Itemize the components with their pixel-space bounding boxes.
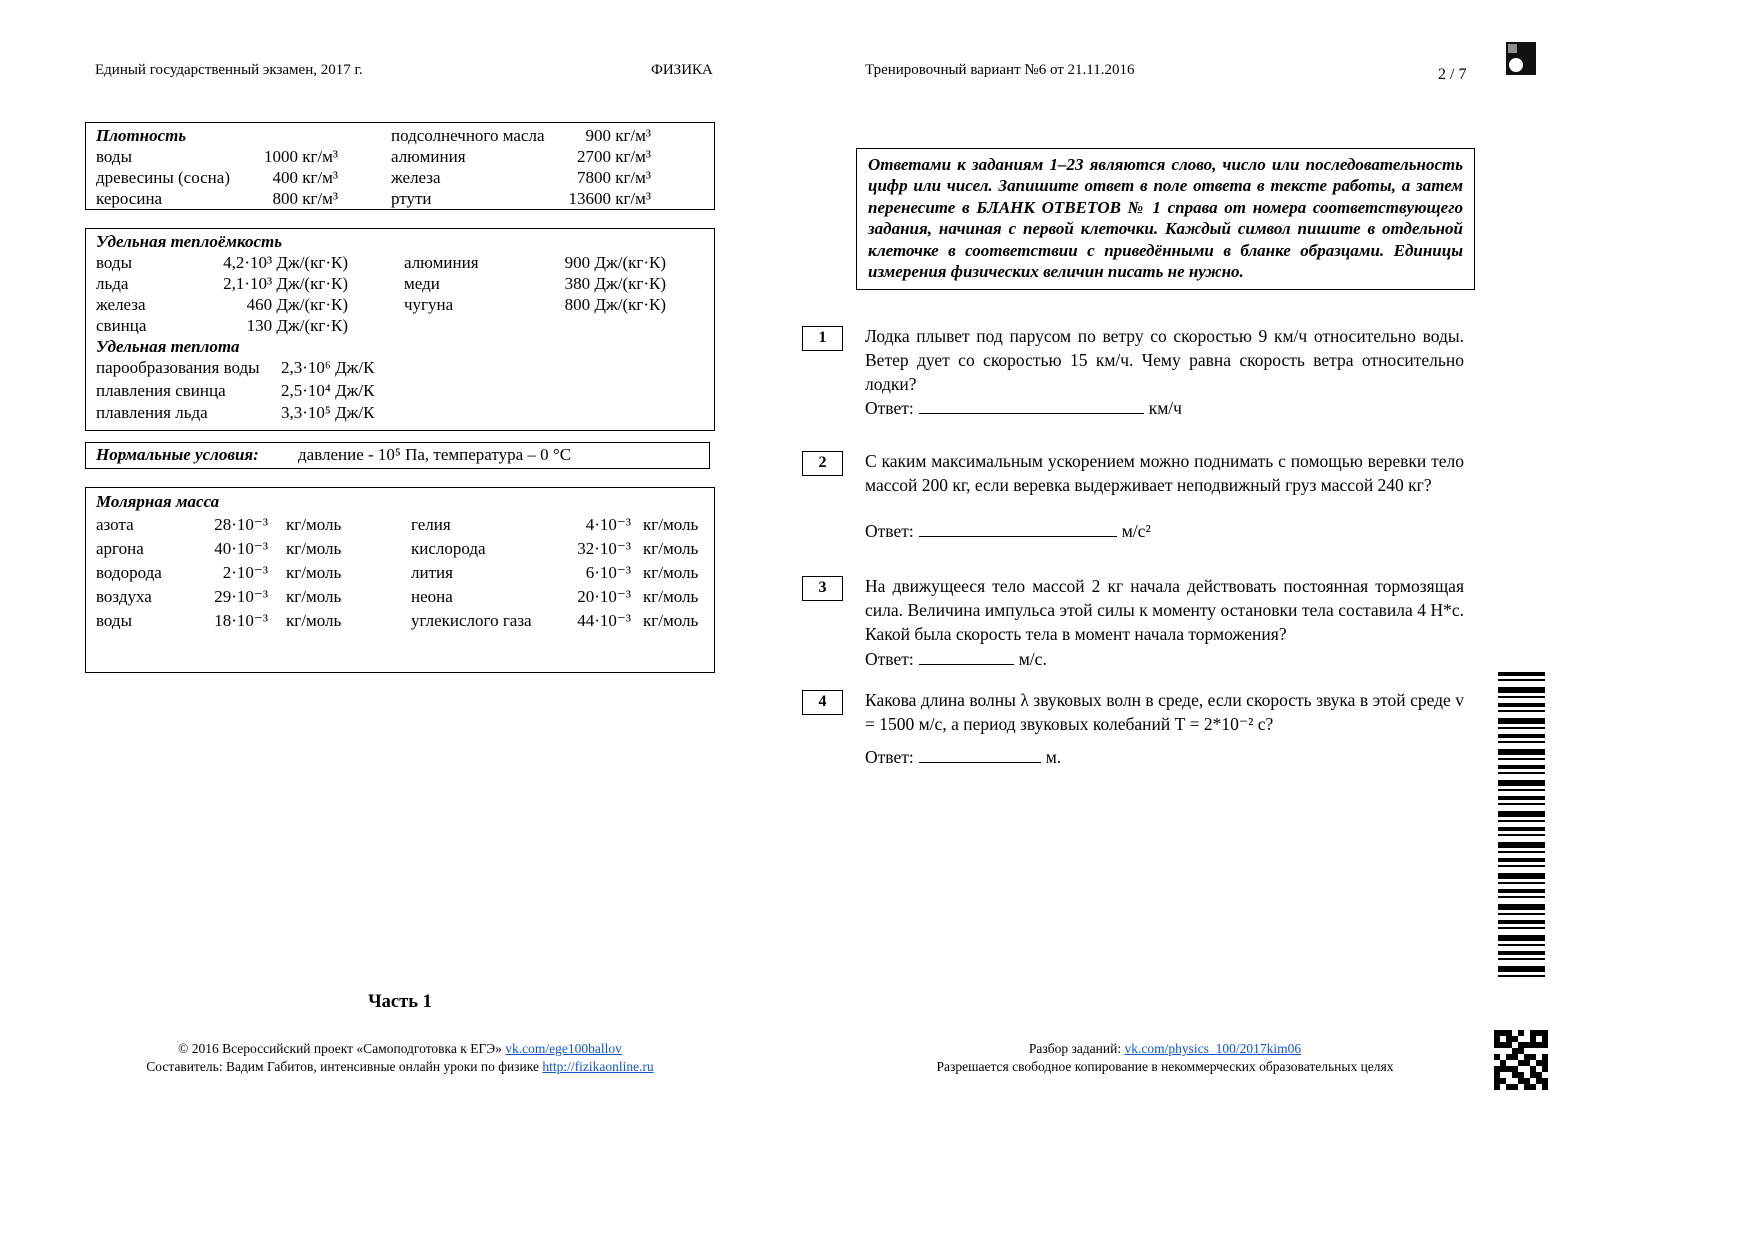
substance-label: неона bbox=[411, 587, 453, 606]
substance-value: 7800 кг/м³ bbox=[576, 168, 651, 187]
question-4-number: 4 bbox=[802, 690, 843, 715]
normal-conditions-box bbox=[85, 442, 710, 469]
footer-right bbox=[855, 1040, 1475, 1075]
substance-unit: кг/моль bbox=[643, 611, 699, 630]
table-title: Удельная теплоёмкость bbox=[96, 232, 283, 251]
substance-label: керосина bbox=[96, 189, 163, 208]
answer-unit: м/с² bbox=[1121, 521, 1151, 541]
answer-label: Ответ: bbox=[865, 649, 914, 669]
qr-pixels bbox=[1494, 1030, 1500, 1036]
substance-value: 900 кг/м³ bbox=[585, 126, 651, 145]
substance-label: алюминия bbox=[404, 253, 479, 272]
process-label: парообразования воды bbox=[96, 358, 260, 377]
answer-unit: м/с. bbox=[1018, 649, 1047, 669]
substance-value: 13600 кг/м³ bbox=[568, 189, 651, 208]
table-subtitle: Удельная теплота bbox=[96, 337, 240, 356]
question-1-answer-line bbox=[865, 398, 1182, 419]
footer-link-razbor[interactable]: vk.com/physics_100/2017kim06 bbox=[1124, 1041, 1302, 1056]
answer-blank bbox=[919, 650, 1014, 665]
substance-value: 130 Дж/(кг·К) bbox=[246, 316, 348, 335]
density-reference-table bbox=[85, 122, 715, 210]
qr-code bbox=[1494, 1030, 1548, 1090]
footer-text: Разбор заданий: bbox=[1028, 1041, 1125, 1056]
footer-link-fizikaonline[interactable]: http://fizikaonline.ru bbox=[542, 1058, 654, 1074]
substance-label: углекислого газа bbox=[411, 611, 532, 630]
question-2-text: С каким максимальным ускорением можно поднимать с помощью веревки тело массой 200 кг, если веревка выдерживает неподвижный груз массой 240 кг? bbox=[865, 451, 1464, 495]
substance-value: 2700 кг/м³ bbox=[576, 147, 651, 166]
substance-value: 29·10⁻³ bbox=[214, 587, 268, 606]
box-title: Нормальные условия: bbox=[96, 445, 259, 464]
substance-label: кислорода bbox=[411, 539, 486, 558]
question-4-text: Какова длина волны λ звуковых волн в среде, если скорость звука в этой среде v = 1500 м/с, а период звуковых колебаний Т = 2*10⁻² с? bbox=[865, 690, 1464, 734]
substance-label: водорода bbox=[96, 563, 162, 582]
substance-label: воды bbox=[96, 147, 132, 166]
part-title: Часть 1 bbox=[368, 992, 432, 1012]
latent-heat-grid bbox=[96, 357, 704, 425]
process-value: 3,3·10⁵ Дж/К bbox=[281, 403, 375, 422]
substance-unit: кг/моль bbox=[286, 611, 342, 630]
substance-label: железа bbox=[96, 295, 146, 314]
footer-link-ege100ballov[interactable]: vk.com/ege100ballov bbox=[505, 1041, 622, 1056]
process-label: плавления льда bbox=[96, 403, 208, 422]
heat-grid bbox=[96, 231, 704, 357]
substance-label: льда bbox=[96, 274, 129, 293]
substance-label: воды bbox=[96, 611, 132, 630]
molar-grid bbox=[96, 491, 704, 633]
molar-mass-reference-table bbox=[85, 487, 715, 673]
substance-value: 800 кг/м³ bbox=[272, 189, 338, 208]
footer-line bbox=[80, 1058, 720, 1076]
substance-unit: кг/моль bbox=[286, 563, 342, 582]
footer-line bbox=[80, 1040, 720, 1058]
substance-label: алюминия bbox=[391, 147, 466, 166]
substance-value: 18·10⁻³ bbox=[214, 611, 268, 630]
question-3-text: На движущееся тело массой 2 кг начала действовать постоянная тормозящая сила. Величина импульса этой силы к моменту остановки тела составила 4 Н*с. Какой была скорость тела в момент начала торможения? bbox=[865, 576, 1464, 644]
logo-corner-shape bbox=[1508, 44, 1517, 53]
substance-unit: кг/моль bbox=[643, 587, 699, 606]
substance-value: 44·10⁻³ bbox=[577, 611, 631, 630]
substance-label: ртути bbox=[391, 189, 432, 208]
substance-value: 28·10⁻³ bbox=[214, 515, 268, 534]
substance-label: древесины (сосна) bbox=[96, 168, 230, 187]
footer-copyright: Разрешается свободное копирование в некоммерческих образовательных целях bbox=[936, 1058, 1394, 1074]
substance-label: свинца bbox=[96, 316, 147, 335]
answer-instructions: Ответами к заданиям 1–23 являются слово, число или последовательность цифр или чисел. Запишите ответ в поле ответа в тексте работы, а затем перенесите в БЛАНК ОТВЕТОВ № 1 справа от номера соответствующего задания, начиная с первой клеточки. Каждый символ пишите в отдельной клеточке в соответствии с приведёнными в бланке образцами. Единицы измерения физических величин писать не нужно. bbox=[856, 148, 1475, 290]
substance-value bbox=[543, 315, 666, 336]
substance-label: лития bbox=[411, 563, 453, 582]
answer-unit: м. bbox=[1045, 747, 1062, 767]
substance-value: 2,1·10³ Дж/(кг·К) bbox=[223, 274, 348, 293]
substance-value: 6·10⁻³ bbox=[585, 563, 631, 582]
substance-label: чугуна bbox=[404, 295, 454, 314]
barcode bbox=[1498, 672, 1545, 982]
substance-label: воздуха bbox=[96, 587, 152, 606]
question-4-answer-line bbox=[865, 747, 1061, 768]
substance-label: азота bbox=[96, 515, 134, 534]
answer-label: Ответ: bbox=[865, 398, 914, 418]
table-title: Плотность bbox=[96, 126, 187, 145]
substance-value: 1000 кг/м³ bbox=[263, 147, 338, 166]
table-title: Молярная масса bbox=[96, 492, 220, 511]
substance-label: аргона bbox=[96, 539, 144, 558]
process-value: 2,3·10⁶ Дж/К bbox=[281, 358, 375, 377]
substance-value: 380 Дж/(кг·К) bbox=[564, 274, 666, 293]
substance-label: гелия bbox=[411, 515, 451, 534]
substance-value: 800 Дж/(кг·К) bbox=[564, 295, 666, 314]
footer-text: © 2016 Всероссийский проект «Самоподготовка к ЕГЭ» bbox=[178, 1041, 506, 1056]
substance-label bbox=[348, 315, 543, 336]
header-subject: ФИЗИКА bbox=[651, 62, 713, 78]
footer-left bbox=[80, 1040, 720, 1075]
header-exam-title: Единый государственный экзамен, 2017 г. bbox=[95, 62, 363, 78]
footer-text: Составитель: Вадим Габитов, интенсивные онлайн уроки по физике bbox=[146, 1058, 543, 1074]
substance-label: железа bbox=[391, 168, 441, 187]
substance-unit: кг/моль bbox=[643, 563, 699, 582]
answer-unit: км/ч bbox=[1148, 398, 1182, 418]
substance-value: 4·10⁻³ bbox=[585, 515, 631, 534]
footer-line bbox=[855, 1040, 1475, 1058]
substance-label: меди bbox=[404, 274, 440, 293]
substance-unit: кг/моль bbox=[286, 587, 342, 606]
answer-blank bbox=[919, 399, 1144, 414]
normal-conditions-text: давление - 10⁵ Па, температура – 0 °С bbox=[298, 445, 572, 464]
question-2-number: 2 bbox=[802, 451, 843, 476]
substance-label: воды bbox=[96, 253, 132, 272]
substance-value: 900 Дж/(кг·К) bbox=[564, 253, 666, 272]
process-label: плавления свинца bbox=[96, 380, 226, 400]
answer-blank bbox=[919, 522, 1117, 537]
process-value: 2,5·10⁴ Дж/К bbox=[281, 380, 375, 400]
substance-unit: кг/моль bbox=[643, 515, 699, 534]
question-3-number: 3 bbox=[802, 576, 843, 601]
header-variant: Тренировочный вариант №6 от 21.11.2016 bbox=[865, 62, 1135, 78]
question-1-number: 1 bbox=[802, 326, 843, 351]
substance-label: подсолнечного масла bbox=[391, 126, 545, 145]
substance-value: 32·10⁻³ bbox=[577, 539, 631, 558]
logo-circle-shape bbox=[1509, 58, 1523, 72]
substance-value: 40·10⁻³ bbox=[214, 539, 268, 558]
substance-value: 20·10⁻³ bbox=[577, 587, 631, 606]
page-number: 2 / 7 bbox=[1438, 66, 1467, 83]
question-1-text: Лодка плывет под парусом по ветру со скоростью 9 км/ч относительно воды. Ветер дует со скоростью 15 км/ч. Чему равна скорость ветра относительно лодки? bbox=[865, 326, 1464, 394]
substance-value: 4,2·10³ Дж/(кг·К) bbox=[223, 253, 348, 272]
substance-unit: кг/моль bbox=[286, 539, 342, 558]
question-2-answer-line bbox=[865, 521, 1151, 542]
density-grid bbox=[96, 125, 704, 209]
answer-blank bbox=[919, 748, 1041, 763]
question-3-answer-line bbox=[865, 649, 1047, 670]
substance-value: 400 кг/м³ bbox=[272, 168, 338, 187]
answer-label: Ответ: bbox=[865, 747, 914, 767]
substance-unit: кг/моль bbox=[286, 515, 342, 534]
specific-heat-reference-table bbox=[85, 228, 715, 431]
substance-value: 2·10⁻³ bbox=[222, 563, 268, 582]
project-logo-icon bbox=[1506, 42, 1536, 75]
substance-unit: кг/моль bbox=[643, 539, 699, 558]
substance-value: 460 Дж/(кг·К) bbox=[246, 295, 348, 314]
answer-label: Ответ: bbox=[865, 521, 914, 541]
